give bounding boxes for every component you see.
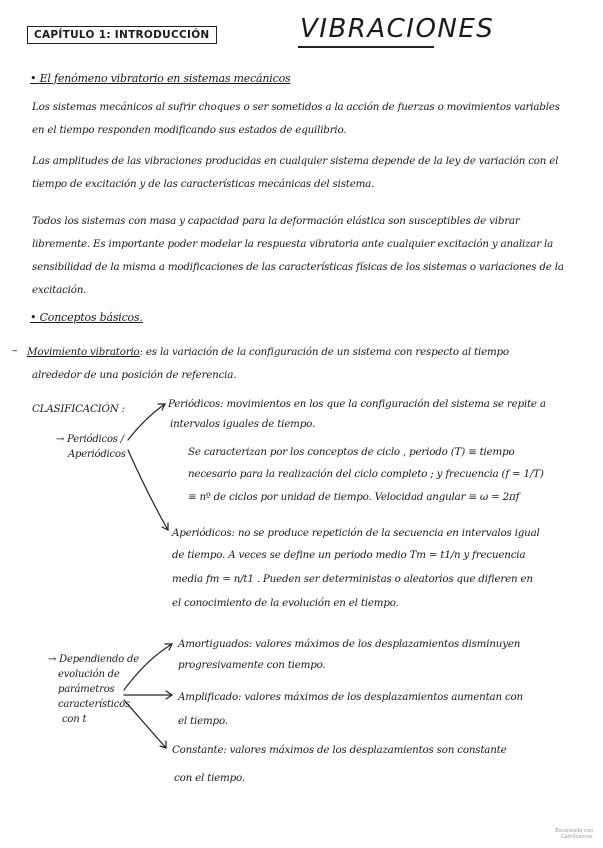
watermark-line-2: CamScanner bbox=[561, 834, 593, 840]
constante-line-2: con el tiempo. bbox=[174, 772, 245, 784]
movimiento-definition bbox=[27, 346, 509, 358]
watermark-line-1: Escaneado con bbox=[555, 828, 593, 834]
clasificacion-label: CLASIFICACIÓN : bbox=[32, 403, 125, 415]
bullet-dash: – bbox=[12, 344, 18, 357]
arrowhead-periodicos bbox=[158, 404, 165, 410]
group1-label-line-1: → Periódicos / bbox=[56, 434, 124, 445]
periodicos-line-3: Se caracterizan por los conceptos de ciclo , periodo (T) ≡ tiempo bbox=[188, 446, 515, 458]
aperiodicos-line-4: el conocimiento de la evolución en el tiempo. bbox=[172, 597, 399, 609]
aperiodicos-line-2: de tiempo. A veces se define un periodo medio Tm = t1/n y frecuencia bbox=[172, 549, 526, 561]
group2-label-line-2: evolución de bbox=[58, 669, 120, 680]
amplificado-line-2: el tiempo. bbox=[178, 715, 228, 727]
aperiodicos-line-3: media fm = n/t1 . Pueden ser deterministas o aleatorios que difieren en bbox=[172, 573, 533, 585]
arrowhead-constante bbox=[160, 741, 166, 748]
group2-label-line-4: característicos bbox=[58, 699, 130, 710]
periodicos-line-2: intervalos iguales de tiempo. bbox=[170, 418, 316, 430]
scanner-watermark bbox=[555, 828, 593, 840]
paragraph-3: Todos los sistemas con masa y capacidad para la deformación elástica son susceptibles de vibrar libremente. Es importante poder modelar la respuesta vibratoria ante cualquier excitación y analizar la sensibilidad de la misma a modificaciones de las características físicas de los sistemas o variaciones de la excitación. bbox=[32, 215, 564, 296]
group2-label-line-5: con t bbox=[62, 714, 87, 725]
group1-label-line-2: Aperiódicos bbox=[68, 449, 126, 460]
arrowhead-amplificado bbox=[166, 691, 172, 699]
section-heading-conceptos: • Conceptos básicos. bbox=[30, 311, 143, 324]
arrow-to-periodicos bbox=[128, 404, 165, 440]
movimiento-line-1: : es la variación de la configuración de un sistema con respecto al tiempo bbox=[139, 346, 509, 358]
chapter-label: CAPÍTULO 1: INTRODUCCIÓN bbox=[27, 26, 217, 44]
arrow-to-aperiodicos bbox=[128, 450, 168, 530]
section-heading-fenomeno: • El fenómeno vibratorio en sistemas mecánicos bbox=[30, 72, 291, 85]
arrowhead-amortiguados bbox=[165, 644, 172, 650]
paragraph-2: Las amplitudes de las vibraciones producidas en cualquier sistema depende de la ley de variación con el tiempo de excitación y de las características mecánicas del sistema. bbox=[32, 155, 559, 190]
group1-label bbox=[56, 432, 126, 462]
periodicos-line-5: ≡ nº de ciclos por unidad de tiempo. Velocidad angular ≡ ω = 2πf bbox=[188, 491, 520, 503]
section-heading-text: El fenómeno vibratorio en sistemas mecánicos bbox=[39, 72, 291, 85]
conceptos-heading-text: Conceptos básicos. bbox=[39, 311, 143, 324]
group2-label-line-1: → Dependiendo de bbox=[48, 654, 139, 665]
amplificado-line-1: Amplificado: valores máximos de los desplazamientos aumentan con bbox=[178, 691, 523, 703]
amortiguados-line-2: progresivamente con tiempo. bbox=[178, 659, 326, 671]
constante-line-1: Constante: valores máximos de los desplazamientos son constante bbox=[172, 744, 507, 756]
amortiguados-line-1: Amortiguados: valores máximos de los desplazamientos disminuyen bbox=[178, 638, 521, 650]
title-underline bbox=[298, 46, 434, 48]
group2-label-line-3: parámetros bbox=[58, 684, 115, 695]
arrowhead-aperiodicos bbox=[162, 523, 168, 530]
periodicos-line-1: Periódicos: movimientos en los que la configuración del sistema se repite a bbox=[168, 398, 546, 410]
aperiodicos-line-1: Aperiódicos: no se produce repetición de la secuencia en intervalos igual bbox=[172, 527, 540, 539]
movimiento-term: Movimiento vibratorio bbox=[27, 346, 140, 358]
movimiento-line-2: alrededor de una posición de referencia. bbox=[32, 369, 237, 381]
group2-label bbox=[48, 652, 139, 727]
page-title: VIBRACIONES bbox=[300, 14, 495, 44]
paragraph-1: Los sistemas mecánicos al sufrir choques o ser sometidos a la acción de fuerzas o movimientos variables en el tiempo responden modificando sus estados de equilibrio. bbox=[32, 101, 560, 136]
periodicos-line-4: necesario para la realización del ciclo completo ; y frecuencia (f = 1/T) bbox=[188, 468, 544, 480]
